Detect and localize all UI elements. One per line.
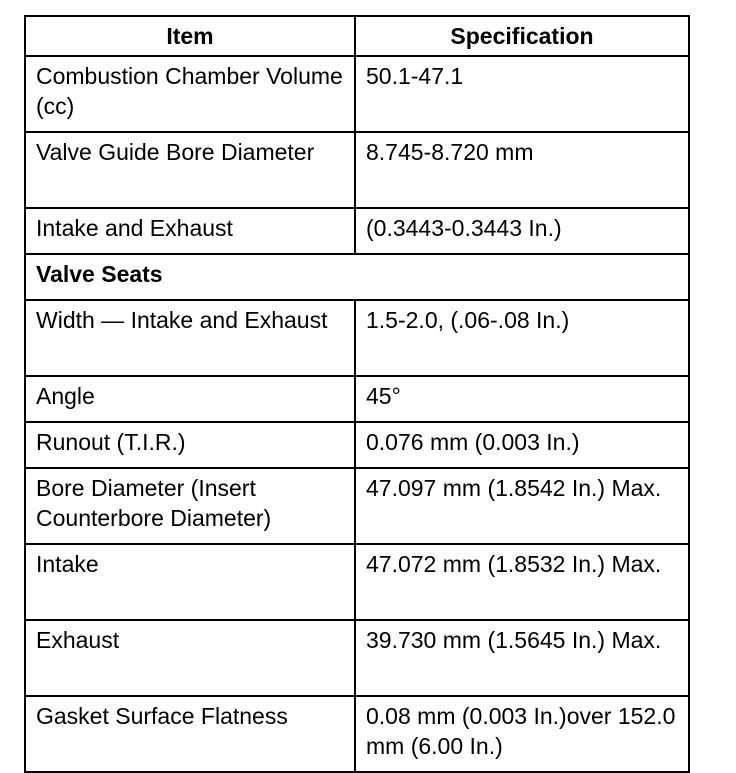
item-cell: Valve Guide Bore Diameter <box>25 132 355 208</box>
spec-cell: 1.5-2.0, (.06-.08 In.) <box>355 300 689 376</box>
table-row <box>25 544 689 620</box>
table-header-row <box>25 16 689 56</box>
spec-cell: 47.072 mm (1.8532 In.) Max. <box>355 544 689 620</box>
table-row <box>25 376 689 422</box>
table-row <box>25 696 689 772</box>
item-cell: Runout (T.I.R.) <box>25 422 355 468</box>
spec-cell: (0.3443-0.3443 In.) <box>355 208 689 254</box>
item-cell: Gasket Surface Flatness <box>25 696 355 772</box>
item-cell: Bore Diameter (Insert Counterbore Diameter) <box>25 468 355 544</box>
table-row <box>25 300 689 376</box>
table-row <box>25 208 689 254</box>
item-cell: Width — Intake and Exhaust <box>25 300 355 376</box>
item-cell: Angle <box>25 376 355 422</box>
header-item: Item <box>25 16 355 56</box>
spec-cell: 39.730 mm (1.5645 In.) Max. <box>355 620 689 696</box>
item-cell: Combustion Chamber Volume (cc) <box>25 56 355 132</box>
spec-cell: 0.076 mm (0.003 In.) <box>355 422 689 468</box>
spec-cell: 0.08 mm (0.003 In.)over 152.0 mm (6.00 In.) <box>355 696 689 772</box>
table-row <box>25 422 689 468</box>
item-cell: Exhaust <box>25 620 355 696</box>
header-specification: Specification <box>355 16 689 56</box>
spec-cell: 50.1-47.1 <box>355 56 689 132</box>
spec-table <box>24 15 690 773</box>
spec-cell: 45° <box>355 376 689 422</box>
table-row <box>25 620 689 696</box>
section-label: Valve Seats <box>25 254 689 300</box>
table-row <box>25 132 689 208</box>
item-cell: Intake and Exhaust <box>25 208 355 254</box>
table-row <box>25 56 689 132</box>
table-row <box>25 468 689 544</box>
section-row <box>25 254 689 300</box>
spec-cell: 8.745-8.720 mm <box>355 132 689 208</box>
spec-cell: 47.097 mm (1.8542 In.) Max. <box>355 468 689 544</box>
item-cell: Intake <box>25 544 355 620</box>
